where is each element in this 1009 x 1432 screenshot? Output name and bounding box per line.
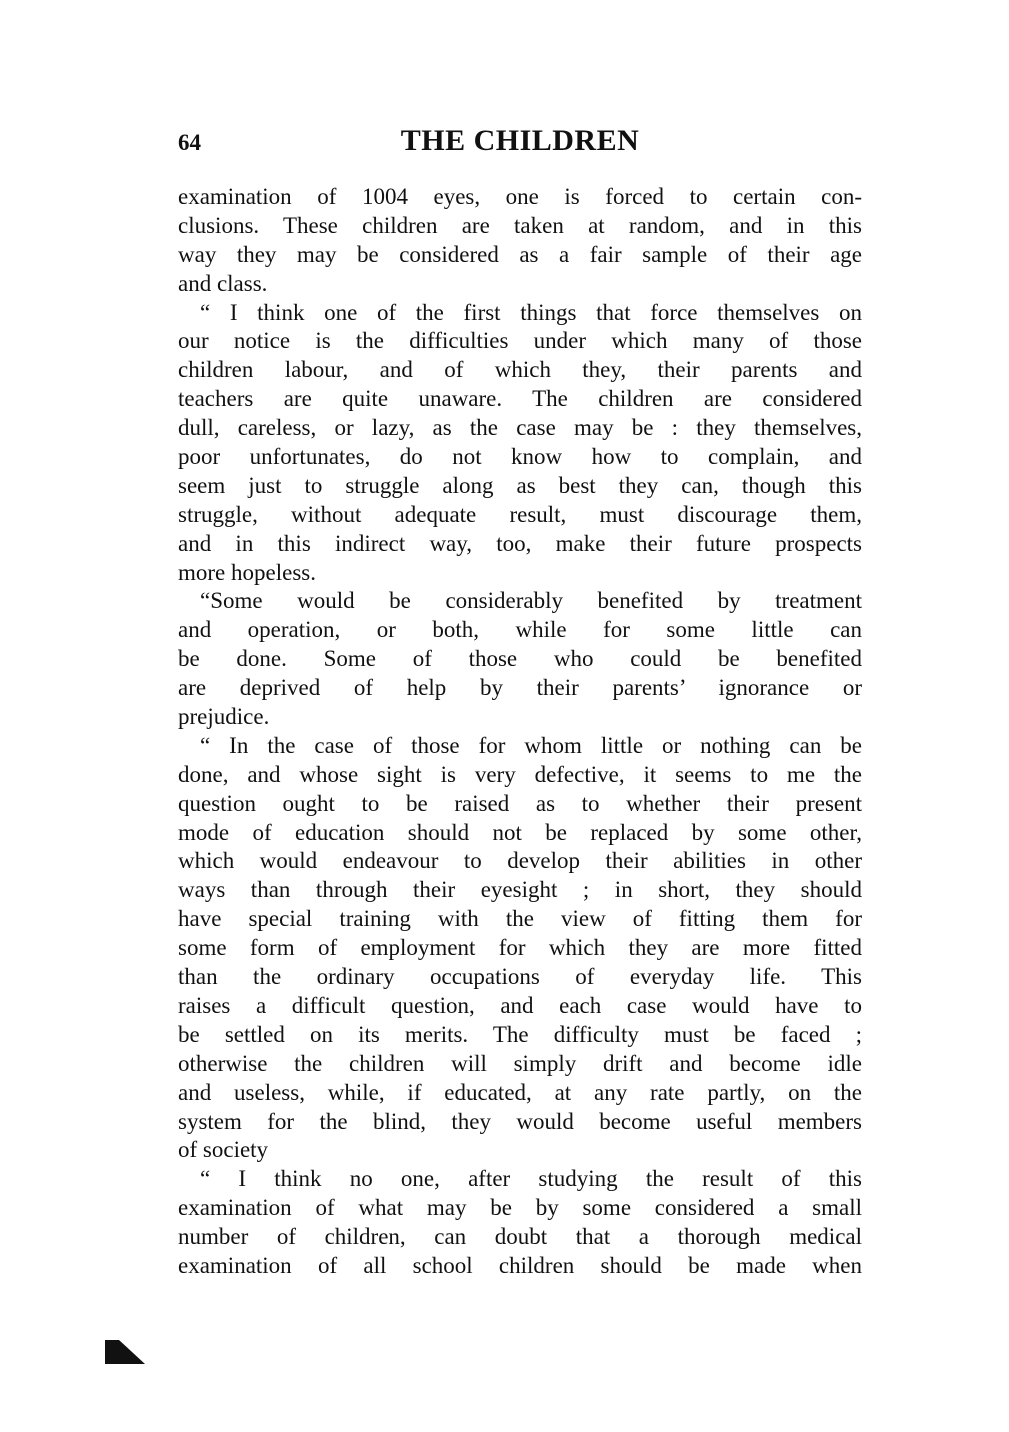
text-line: and in this indirect way, too, make their future prospects [178,530,862,556]
text-line: struggle, without adequate result, must discourage them, [178,501,862,527]
text-line: children labour, and of which they, their parents and [178,357,862,383]
text-line: clusions. These children are taken at random, and in this [178,212,862,238]
text-line: some form of employment for which they are more fitted [178,935,862,961]
page-number: 64 [178,130,201,155]
text-line: number of children, can doubt that a thorough medical [178,1224,862,1250]
text-line: and class. [178,270,268,296]
text-line: our notice is the difficulties under which many of those [178,328,862,354]
text-line: done, and whose sight is very defective, it seems to me the [178,761,862,787]
text-line: and operation, or both, while for some little can [178,617,862,643]
text-line: of society [178,1137,269,1163]
text-line: are deprived of help by their parents’ ignorance or [178,675,862,701]
text-line: system for the blind, they would become useful members [178,1108,862,1134]
text-line: be done. Some of those who could be benefited [178,646,862,672]
text-line: raises a difficult question, and each case would have to [178,992,862,1018]
text-line: seem just to struggle along as best they can, though this [178,472,862,498]
text-line: ways than through their eyesight ; in short, they should [178,877,862,903]
text-line: “ I think one of the first things that force themselves on [200,299,862,325]
text-line: than the ordinary occupations of everyday life. This [178,964,862,990]
running-title: THE CHILDREN [400,124,640,157]
body-text [178,183,862,1281]
text-line: question ought to be raised as to whether their present [178,790,862,816]
text-line: mode of education should not be replaced by some other, [178,819,862,845]
running-head [178,124,862,164]
text-line: more hopeless. [178,559,316,585]
text-line: otherwise the children will simply drift and become idle [178,1050,862,1076]
text-line: examination of all school children should be made when [178,1252,862,1278]
text-line: and useless, while, if educated, at any rate partly, on the [178,1079,862,1105]
page-corner-mark-icon [105,1340,145,1364]
text-line: dull, careless, or lazy, as the case may be : they themselves, [178,415,862,441]
text-line: which would endeavour to develop their abilities in other [178,848,862,874]
text-line: “Some would be considerably benefited by treatment [200,588,862,614]
text-line: poor unfortunates, do not know how to complain, and [178,444,862,470]
text-line: examination of what may be by some considered a small [178,1195,862,1221]
text-line: way they may be considered as a fair sample of their age [178,241,862,267]
text-line: be settled on its merits. The difficulty must be faced ; [178,1021,862,1047]
text-line: “ In the case of those for whom little or nothing can be [200,732,862,758]
text-line: examination of 1004 eyes, one is forced to certain con- [178,184,862,209]
text-line: teachers are quite unaware. The children are considered [178,386,862,412]
text-line: have special training with the view of fitting them for [178,906,862,932]
text-line: prejudice. [178,704,270,730]
text-line: “ I think no one, after studying the result of this [200,1166,862,1192]
